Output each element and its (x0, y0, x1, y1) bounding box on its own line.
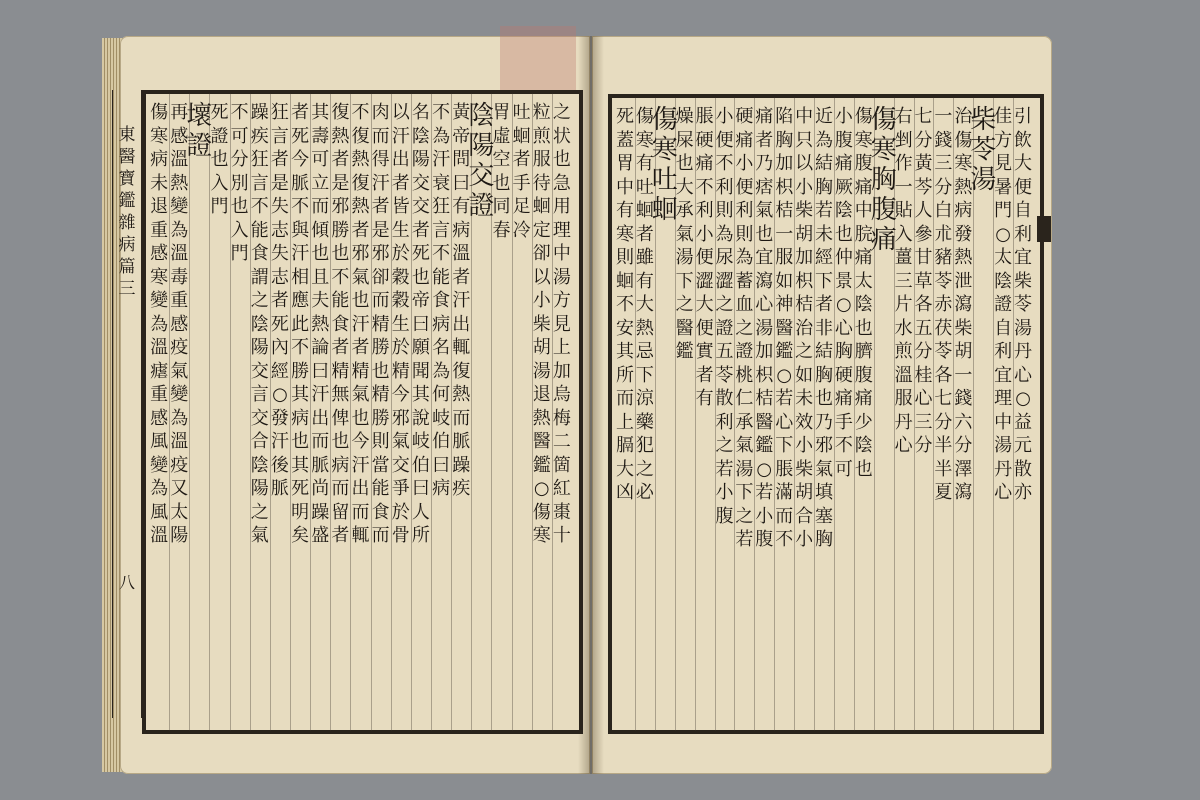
library-seal-stamp (500, 26, 576, 92)
right-page-edge-tab (1037, 216, 1051, 242)
right-text-column: 中 只 以 小 柴 胡 加 枳 桔 治 之 如 未 效 小 柴 胡 合 小 (795, 106, 814, 550)
left-text-column: 傷 寒 病 未 退 重 感 寒 變 為 溫 瘧 重 感 風 變 為 風 溫 (150, 102, 169, 546)
left-text-column: 以 汗 出 者 皆 生 於 穀 穀 生 於 精 今 邪 氣 交 爭 於 骨 (391, 102, 410, 546)
right-text-column: 陷 胸 加 枳 桔 一 服 如 神 醫 鑑 ○ 若 心 下 脹 滿 而 不 (775, 106, 794, 550)
right-page-frame (608, 94, 1044, 734)
right-text-column: 燥 屎 也 大 承 氣 湯 下 之 醫 鑑 (675, 106, 694, 362)
right-text-column: 治 傷 寒 熱 病 發 熱 泄 瀉 柴 胡 一 錢 六 分 澤 瀉 (954, 106, 973, 503)
right-text-column: 七 分 黃 芩 人 參 甘 草 各 五 分 桂 心 三 分 (914, 106, 933, 456)
left-text-column: 狂 言 者 是 失 志 失 志 者 死 內 經 ○ 發 汗 後 脈 (270, 102, 289, 499)
right-text-column: 傷 寒 吐 蛔 (651, 105, 678, 225)
left-text-column: 躁 疾 狂 言 不 能 食 謂 之 陰 陽 交 言 交 合 陰 陽 之 氣 (250, 102, 269, 546)
right-text-column: 傷 寒 腹 痛 中 脘 痛 太 陰 也 臍 腹 痛 少 陰 也 (854, 106, 873, 480)
center-band (112, 90, 142, 718)
right-text-column: 死 蓋 胃 中 有 寒 則 蛔 不 安 其 所 而 上 膈 大 凶 (615, 106, 634, 503)
left-column-rule (209, 93, 210, 731)
left-text-column: 陰 陽 交 證 (468, 101, 495, 221)
folio-number: 八 (118, 573, 135, 592)
right-text-column: 脹 硬 痛 不 利 小 便 澀 大 便 實 者 有 (695, 106, 714, 409)
right-text-column: 小 腹 痛 厥 陰 也 仲 景 ○ 心 胸 硬 痛 手 不 可 (834, 106, 853, 480)
left-text-column: 粒 煎 服 待 蛔 定 卻 以 小 柴 胡 湯 退 熱 醫 鑑 ○ 傷 寒 (532, 102, 551, 546)
left-text-column: 再 感 溫 熱 變 為 溫 毒 重 感 疫 氣 變 為 溫 疫 又 太 陽 (170, 102, 189, 546)
left-text-column: 吐 蛔 者 手 足 冷 (512, 102, 531, 241)
left-text-column: 胃 虛 空 也 同 春 (492, 102, 511, 241)
right-text-column: 傷 寒 胸 腹 痛 (870, 105, 897, 255)
left-text-column: 黃 帝 問 曰 有 病 溫 者 汗 出 輒 復 熱 而 脈 躁 疾 (452, 102, 471, 499)
left-text-column: 死 證 也 入 門 (210, 102, 229, 217)
right-text-column: 柴 苓 湯 (970, 105, 997, 195)
right-text-column: 痛 者 乃 痞 氣 也 宜 瀉 心 湯 加 枳 桔 醫 鑑 ○ 若 小 腹 (755, 106, 774, 550)
left-text-column: 壞 證 (186, 101, 213, 161)
left-text-column: 名 陰 陽 交 交 者 死 也 帝 曰 願 聞 其 說 岐 伯 曰 人 所 (411, 102, 430, 546)
left-text-column: 肉 而 得 汗 者 是 邪 卻 而 精 勝 也 精 勝 則 當 能 食 而 (371, 102, 390, 546)
left-page-frame (142, 90, 583, 734)
left-text-column: 不 可 分 別 也 入 門 (230, 102, 249, 264)
left-text-column: 不 復 熱 復 熱 者 邪 氣 也 汗 者 精 氣 也 今 汗 出 而 輒 (351, 102, 370, 546)
center-title: 東 醫 寶 鑑 雜 病 篇 三 (118, 125, 136, 299)
right-text-column: 引 飲 大 便 自 利 宜 柴 苓 湯 丹 心 ○ 益 元 散 亦 (1014, 106, 1033, 503)
right-text-column: 硬 痛 小 便 利 則 為 蓄 血 之 證 桃 仁 承 氣 湯 下 之 若 (735, 106, 754, 550)
left-text-column: 其 壽 可 立 而 傾 也 且 夫 熱 論 曰 汗 出 而 脈 尚 躁 盛 (311, 102, 330, 546)
right-text-column: 小 便 不 利 則 為 尿 澀 之 證 五 苓 散 利 之 若 小 腹 (715, 106, 734, 527)
right-text-column: 右 剉 作 一 貼 入 薑 三 片 水 煎 溫 服 丹 心 (894, 106, 913, 456)
right-text-column: 佳 方 見 暑 門 ○ 太 陰 證 自 利 宜 理 中 湯 丹 心 (994, 106, 1013, 503)
right-text-column: 近 為 結 胸 若 未 經 下 者 非 結 胸 也 乃 邪 氣 填 塞 胸 (815, 106, 833, 550)
left-text-column: 復 熱 者 是 邪 勝 也 不 能 食 者 精 無 俾 也 病 而 留 者 (331, 102, 350, 546)
left-text-column: 者 死 今 脈 不 與 汗 相 應 此 不 勝 其 病 也 其 死 明 矣 (291, 102, 310, 546)
left-text-column: 之 状 也 急 用 理 中 湯 方 見 上 加 烏 梅 二 箇 紅 棗 十 (552, 102, 571, 546)
open-book (102, 26, 1062, 781)
right-text-column: 一 錢 三 分 白 朮 豬 苓 赤 茯 苓 各 七 分 半 半 夏 (934, 106, 953, 503)
right-text-column: 傷 寒 有 吐 蛔 者 雖 有 大 熱 忌 下 涼 藥 犯 之 必 (635, 106, 654, 503)
left-text-column: 不 為 汗 衰 狂 言 不 能 食 病 名 為 何 岐 伯 曰 病 (432, 102, 451, 499)
